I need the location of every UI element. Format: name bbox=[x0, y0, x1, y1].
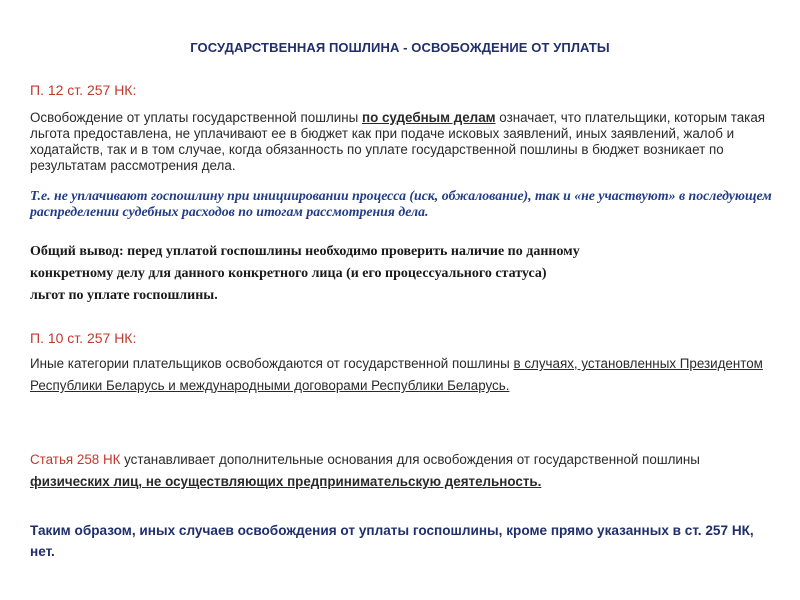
section-3-paragraph bbox=[30, 449, 775, 493]
final-conclusion: Таким образом, иных случаев освобождения от уплаты госпошлины, кроме прямо указанных в ст. 257 НК, нет. bbox=[30, 523, 754, 559]
section-1-ref bbox=[30, 82, 775, 100]
section-1-text-start: Освобождение от уплаты государственной пошлины bbox=[30, 110, 362, 125]
section-3-ref-text: Статья 258 НК bbox=[30, 452, 121, 467]
section-3-text-start: устанавливает дополнительные основания для освобождения от государственной пошлины bbox=[120, 452, 700, 467]
section-2-paragraph bbox=[30, 353, 775, 397]
conclusion-line-1: Общий вывод: перед уплатой госпошлины необходимо проверить наличие по данному bbox=[30, 244, 580, 259]
section-1-ref-text: П. 12 ст. 257 НК: bbox=[30, 82, 137, 98]
section-1-text-end: означает, что плательщики, которым такая льгота предоставлена, не уплачивают ее в бюджет как при подаче исковых заявлений, иных заявлений, жалоб и ходатайств, так и в том случае, когда обязанность по уплате государственной пошлины в бюджет возникает по результатам рассмотрения дела. bbox=[30, 110, 766, 173]
section-3-underlined: физических лиц, не осуществляющих предпринимательскую деятельность. bbox=[30, 474, 542, 489]
section-2-underlined: в случаях, установленных Президентом Республики Беларусь и международными договорами Республики Беларусь. bbox=[30, 356, 763, 393]
section-2-ref-text: П. 10 ст. 257 НК: bbox=[30, 330, 137, 346]
section-1-note: Т.е. не уплачивают госпошлину при инициировании процесса (иск, обжалование), так и «не участвуют» в последующем распределении судебных расходов по итогам рассмотрения дела. bbox=[30, 188, 772, 219]
conclusion-line-2: конкретному делу для данного конкретного лица (и его процессуального статуса) bbox=[30, 266, 547, 281]
section-1-paragraph bbox=[30, 110, 775, 174]
section-1-underlined: по судебным делам bbox=[362, 110, 496, 125]
slide-title: ГОСУДАРСТВЕННАЯ ПОШЛИНА - ОСВОБОЖДЕНИЕ ОТ УПЛАТЫ bbox=[190, 40, 610, 55]
conclusion-line-3: льгот по уплате госпошлины. bbox=[30, 288, 218, 303]
general-conclusion bbox=[30, 241, 775, 307]
section-2-ref bbox=[30, 330, 775, 348]
section-2-text-start: Иные категории плательщиков освобождаются от государственной пошлины bbox=[30, 356, 514, 371]
